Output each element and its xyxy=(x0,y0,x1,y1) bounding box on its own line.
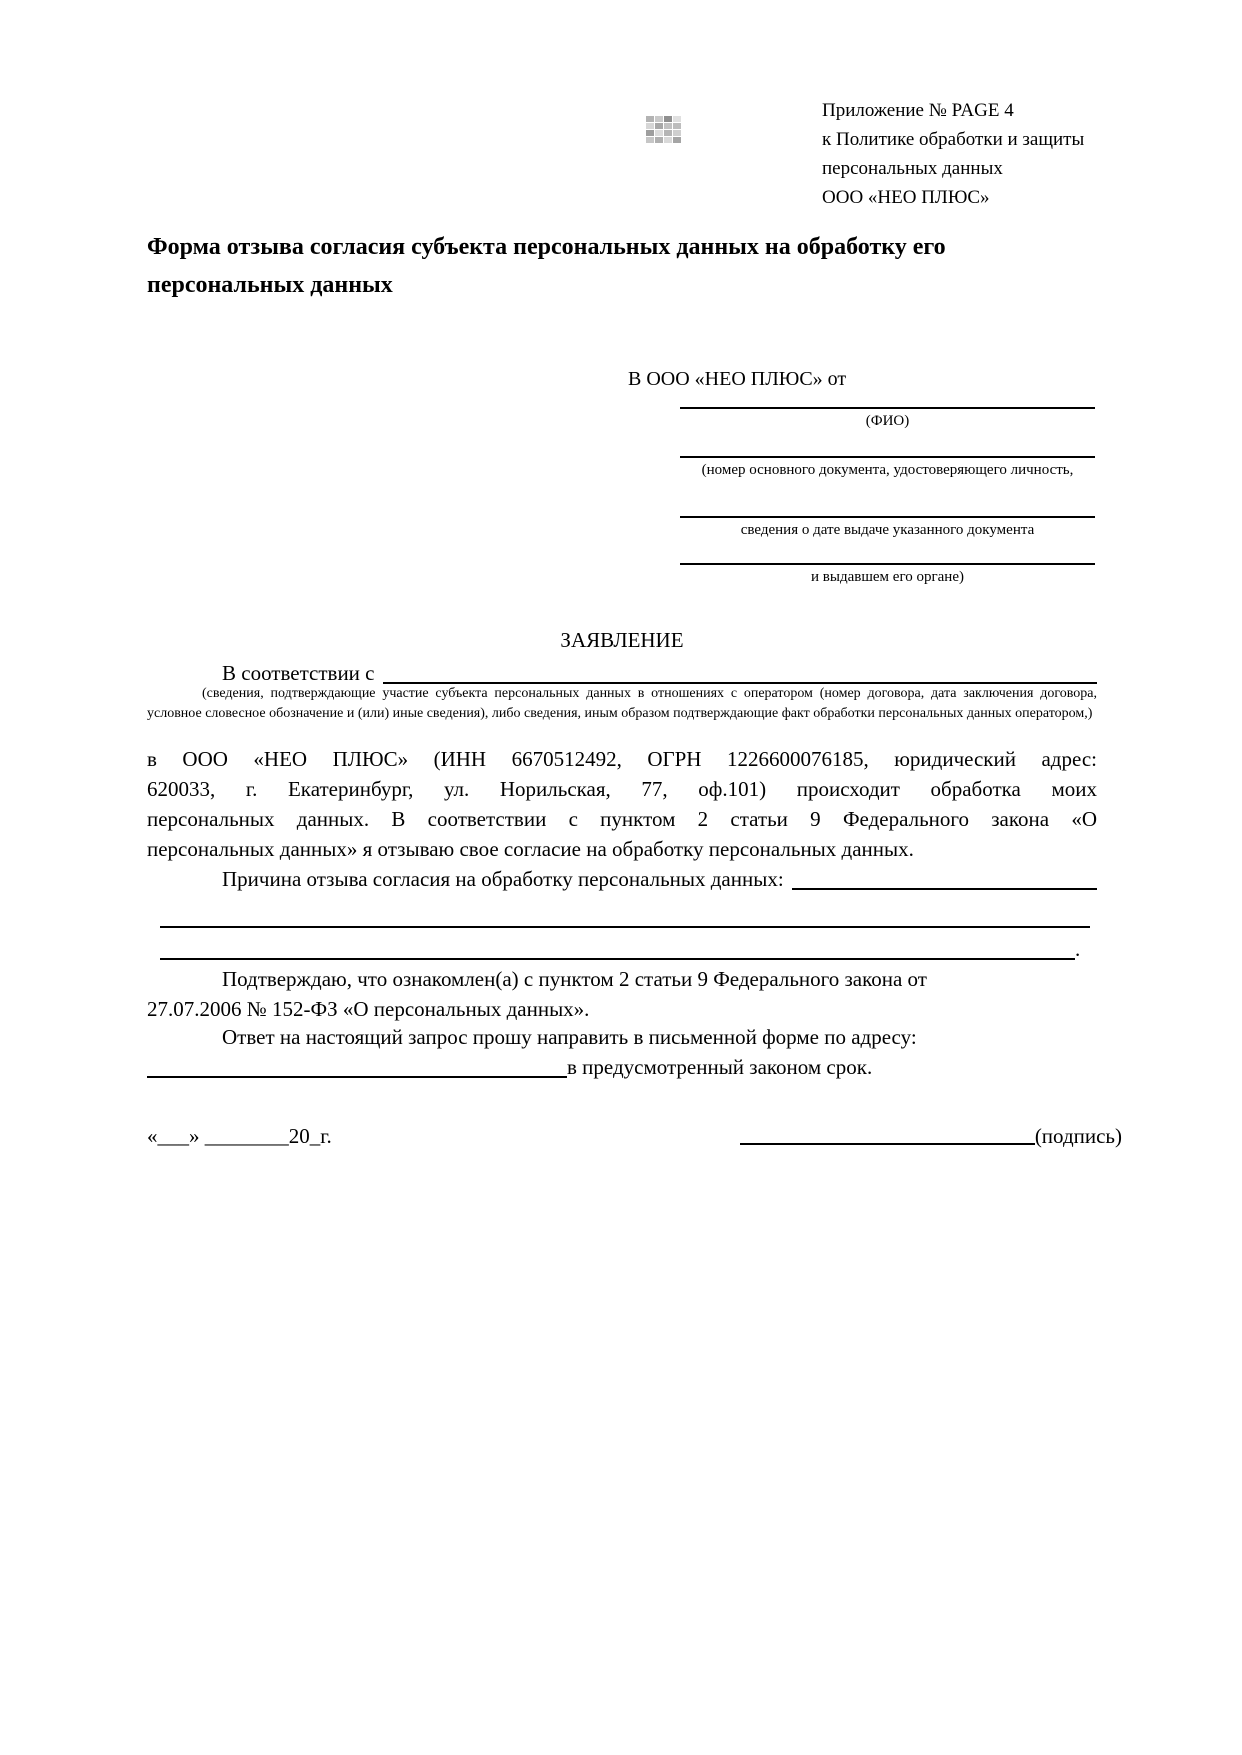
confirmation-line: 27.07.2006 № 152-ФЗ «О персональных данных». xyxy=(147,997,590,1021)
doc-number-caption: (номер основного документа, удостоверяющего личность, xyxy=(701,462,1074,478)
accordance-blank-line xyxy=(383,658,1098,684)
paragraph-indent xyxy=(147,864,222,894)
date-blank: «___» ________20_г. xyxy=(147,1124,332,1148)
reason-blank-line-2 xyxy=(160,926,1090,928)
main-paragraph-line: 620033, г. Екатеринбург, ул. Норильская, 77, оф.101) происходит обработка моих xyxy=(147,777,1097,801)
explanatory-note: (сведения, подтверждающие участие субъекта персональных данных в отношениях с оператором (номер договора, дата заключения договора, условное словесное обозначение и (или) иные сведения), либо сведения, иным образом подтверждающие факт обработки персональных данных оператором,) xyxy=(147,686,1097,721)
annex-line-4: ООО «НЕО ПЛЮС» xyxy=(822,187,990,208)
address-blank-line xyxy=(147,1052,567,1078)
footer-row xyxy=(147,1124,1122,1149)
reply-address-row xyxy=(147,1052,1097,1082)
issue-date-blank-line xyxy=(680,516,1095,518)
reason-label: Причина отзыва согласия на обработку персональных данных: xyxy=(222,867,784,891)
blank-line-period: . xyxy=(1075,937,1081,961)
fio-blank-line xyxy=(680,407,1095,409)
main-paragraph-line: в ООО «НЕО ПЛЮС» (ИНН 6670512492, ОГРН 1226600076185, юридический адрес: xyxy=(147,747,1097,771)
statement-heading: ЗАЯВЛЕНИЕ xyxy=(560,628,684,652)
document-title: Форма отзыва согласия субъекта персональных данных на обработку его персональных данных xyxy=(147,234,946,298)
annex-line-2: к Политике обработки и защиты xyxy=(822,129,1085,150)
annex-header xyxy=(822,96,1122,212)
reply-paragraph xyxy=(147,1022,1097,1082)
reason-blank-line-3-row xyxy=(160,934,1095,964)
recipient-line: В ООО «НЕО ПЛЮС» от xyxy=(628,368,847,390)
issuer-blank-line xyxy=(680,563,1095,565)
blurred-text-artifact xyxy=(646,116,681,143)
fio-caption: (ФИО) xyxy=(865,413,910,429)
accordance-prefix: В соответствии с xyxy=(222,661,375,685)
issuer-caption: и выдавшем его органе) xyxy=(811,569,964,585)
signature-blank-line xyxy=(740,1124,1035,1145)
confirmation-line: Подтверждаю, что ознакомлен(а) с пунктом 2 статьи 9 Федерального закона от xyxy=(222,967,927,991)
doc-number-blank-line xyxy=(680,456,1095,458)
reason-blank-line xyxy=(792,864,1097,890)
reason-blank-line-3 xyxy=(160,934,1075,960)
issue-date-caption: сведения о дате выдаче указанного документа xyxy=(740,522,1035,538)
main-paragraph-line: персональных данных» я отзываю свое согласие на обработку персональных данных. xyxy=(147,837,914,861)
reason-row xyxy=(147,864,1097,894)
main-paragraph xyxy=(147,744,1097,864)
confirmation-paragraph xyxy=(147,964,1097,1024)
reply-tail: в предусмотренный законом срок. xyxy=(567,1055,873,1079)
main-paragraph-line: персональных данных. В соответствии с пунктом 2 статьи 9 Федерального закона «О xyxy=(147,807,1097,831)
reply-request-line: Ответ на настоящий запрос прошу направить в письменной форме по адресу: xyxy=(222,1025,917,1049)
signature-group xyxy=(740,1124,1122,1149)
signature-caption: (подпись) xyxy=(1034,1124,1122,1148)
annex-line-3: персональных данных xyxy=(822,158,1003,179)
annex-line-1: Приложение № PAGE 4 xyxy=(822,100,1014,121)
